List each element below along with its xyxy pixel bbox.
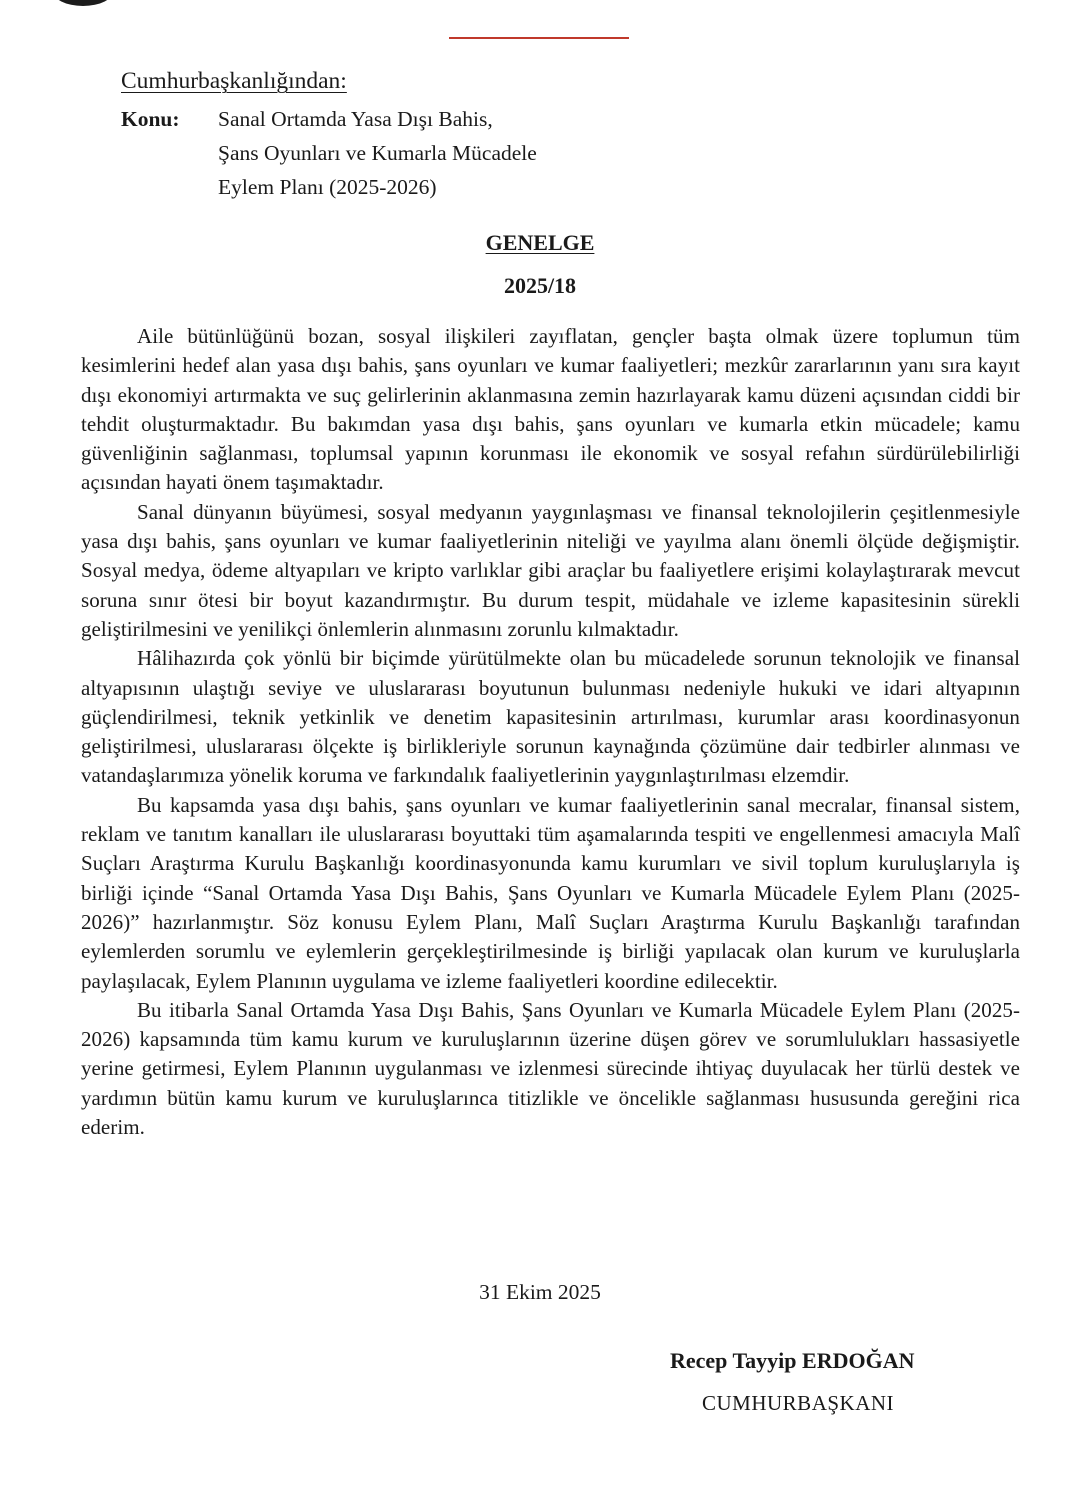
cropped-avatar-edge (52, 0, 114, 6)
subject-line: Şans Oyunları ve Kumarla Mücadele (218, 141, 537, 165)
body-paragraph: Sanal dünyanın büyümesi, sosyal medyanın yaygınlaşması ve finansal teknolojilerin çeşitlenmesiyle yasa dışı bahis, şans oyunları ve kumar faaliyetlerinin niteliği ve yayılma alanı önemli ölçüde değişmiştir. Sosyal medya, ödeme altyapıları ve kripto varlıklar gibi araçlar bu faaliyetlere erişimi kolaylaştırarak mevcut soruna sınır ötesi bir boyut kazandırmıştır. Bu durum tespit, müdahale ve izleme kapasitesinin sürekli geliştirilmesini ve yenilikçi önlemlerin alınmasını zorunlu kılmaktadır. (81, 499, 1020, 641)
document-type-title (0, 228, 1080, 258)
document-number: 2025/18 (503, 273, 577, 298)
decorative-rule (449, 37, 629, 39)
subject-line: Sanal Ortamda Yasa Dışı Bahis, (218, 107, 493, 131)
body-paragraph: Hâlihazırda çok yönlü bir biçimde yürütülmekte olan bu mücadelede sorunun teknolojik ve finansal altyapısının ulaştığı seviye ve uluslararası boyutunun bulunması nedeniyle hukuki ve idari altyapının güçlendirilmesi, teknik yetkinlik ve denetim kapasitesinin artırılması, kurumlar arası koordinasyonun geliştirilmesi, uluslararası ölçekte iş birlikleriyle sorunun kaynağında çözümüne dair tedbirler alınması ve vatandaşlarımıza yönelik koruma ve farkındalık faaliyetlerinin yaygınlaştırılması elzemdir. (81, 646, 1020, 788)
subject-text (218, 102, 537, 204)
body-paragraph: Aile bütünlüğünü bozan, sosyal ilişkileri zayıflatan, gençler başta olmak üzere toplumun tüm kesimlerini hedef alan yasa dışı bahis, şans oyunları ve kumar faaliyetleri; mezkûr zararlarının yanı sıra kayıt dışı ekonomiyi artırmakta ve suç gelirlerinin aklanmasına zemin hazırlayarak kamu düzeni açısından ciddi bir tehdit oluşturmaktadır. Bu bakımdan yasa dışı bahis, şans oyunları ve kumarla etkin mücadele; kamu güvenliğinin sağlanması, toplumsal yapının korunması ile ekonomik ve sosyal refahın sürdürülebilirliği açısından hayati önem taşımaktadır. (81, 324, 1020, 495)
subject-label: Konu: (121, 107, 180, 131)
issuer-heading: Cumhurbaşkanlığından: (121, 68, 347, 94)
signer-title: CUMHURBAŞKANI (702, 1391, 895, 1415)
body-paragraph: Bu itibarla Sanal Ortamda Yasa Dışı Bahis, Şans Oyunları ve Kumarla Mücadele Eylem Planı (2025-2026) kapsamında tüm kamu kurum ve kuruluşlarının üzerine düşen görev ve sorumlulukları hassasiyetle yerine getirmesi, Eylem Planının uygulanması ve izlenmesi sürecinde ihtiyaç duyulacak her türlü destek ve yardımın bütün kamu kurum ve kuruluşlarınca titizlikle ve öncelikle sağlanması hususunda gereğini rica ederim. (81, 997, 1020, 1140)
body-paragraph: Bu kapsamda yasa dışı bahis, şans oyunları ve kumar faaliyetlerinin sanal mecralar, finansal sistem, reklam ve tanıtım kanalları ile uluslararası boyuttaki tüm aşamalarında tespiti ve engellenmesi amacıyla Malî Suçları Araştırma Kurulu Başkanlığı koordinasyonunda kamu kurumları ve sivil toplum kuruluşlarıyla iş birliği içinde “Sanal Ortamda Yasa Dışı Bahis, Şans Oyunları ve Kumarla Mücadele Eylem Planı (2025-2026)” hazırlanmıştır. Söz konusu Eylem Planı, Malî Suçları Araştırma Kurulu Başkanlığı tarafından eylemlerden sorumlu ve eylemlerin gerçekleştirilmesinde iş birliği yapılacak olan kurum ve kuruluşlarla paylaşılacak, Eylem Planının uygulama ve izleme faaliyetleri koordine edilecektir. (81, 792, 1020, 993)
document-date: 31 Ekim 2025 (479, 1280, 601, 1304)
circular-body (81, 322, 1020, 1142)
signer-name: Recep Tayyip ERDOĞAN (670, 1348, 915, 1373)
document-type-label: GENELGE (485, 230, 595, 255)
subject-line: Eylem Planı (2025-2026) (218, 175, 437, 199)
